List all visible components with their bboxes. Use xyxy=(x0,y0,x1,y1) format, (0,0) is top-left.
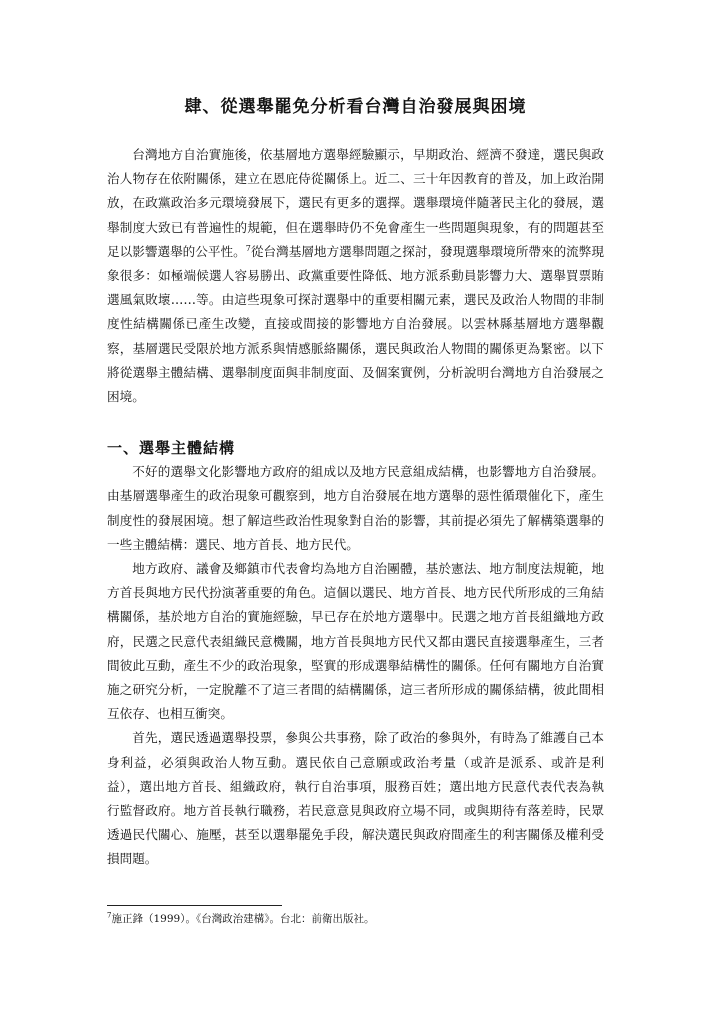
footnote-divider xyxy=(107,905,282,906)
footnote-mark: 7 xyxy=(107,911,112,920)
footnote xyxy=(107,912,604,926)
footnote-text: 施正鋒（1999）。《台灣政治建構》。台北：前衛出版社。 xyxy=(111,913,375,925)
page-title: 肆、從選舉罷免分析看台灣自治發展與困境 xyxy=(184,97,527,117)
footnote-reference[interactable]: 7 xyxy=(245,243,251,253)
body-paragraph-2: 地方政府、議會及鄉鎮市代表會均為地方自治團體，基於憲法、地方制度法規範，地方首長與地方民代扮演著重要的角色。這個以選民、地方首長、地方民代所形成的三角結構關係，基於地方自治的實施經驗，早已存在於地方選舉中。民選之地方首長組織地方政府，民選之民意代表組織民意機關，地方首長與地方民代又都由選民直接選舉產生，三者間彼此互動，產生不少的政治現象，堅實的形成選舉結構性的關係。任何有關地方自治實施之研究分析，一定脫離不了這三者間的結構關係，這三者所形成的關係結構，彼此間相互依存、也相互衝突。 xyxy=(107,561,604,722)
section-heading: 一、選舉主體結構 xyxy=(107,439,236,458)
document-page xyxy=(107,92,604,872)
intro-text-part-2: 從台灣基層地方選舉問題之探討，發現選舉環境所帶來的流弊現象很多：如極端候選人容易勝出、政黨重要性降低、地方派系動員影響力大、選舉買票賄選風氣敗壞……等。由這些現象可探討選舉中的重要相關元素，選民及政治人物間的非制度性結構關係已產生改變，直接或間接的影響地方自治發展。以雲林縣基層地方選舉觀察，基層選民受限於地方派系與情感脈絡關係，選民與政治人物間的關係更為緊密。以下將從選舉主體結構、選舉制度面與非制度面、及個案實例，分析說明台灣地方自治發展之困境。 xyxy=(107,243,605,405)
intro-paragraph xyxy=(107,143,604,409)
body-paragraph-3: 首先，選民透過選舉投票，參與公共事務，除了政治的參與外，有時為了維護自己本身利益，必須與政治人物互動。選民依自己意願或政治考量（或許是派系、或許是利益），選出地方首長、組織政府，執行自治事項，服務百姓；選出地方民意代表代表為執行監督政府。地方首長執行職務，若民意意見與政府立場不同，或與期待有落差時，民眾透過民代關心、施壓，甚至以選舉罷免手段，解決選民與政府間產生的利害關係及權利受損問題。 xyxy=(107,730,604,867)
intro-text-part-1: 台灣地方自治實施後，依基層地方選舉經驗顯示，早期政治、經濟不發達，選民與政治人物存在依附關係，建立在恩庇侍從關係上。近二、三十年因教育的普及，加上政治開放，在政黨政治多元環境發展下，選民有更多的選擇。選舉環境伴隨著民主化的發展，選舉制度大致已有普遍性的規範，但在選舉時仍不免會產生一些問題與現象，有的問題甚至足以影響選舉的公平性。 xyxy=(107,147,604,259)
body-paragraph-1: 不好的選舉文化影響地方政府的組成以及地方民意組成結構，也影響地方自治發展。由基層選舉產生的政治現象可觀察到，地方自治發展在地方選舉的惡性循環催化下，產生制度性的發展困境。想了解這些政治性現象對自治的影響，其前提必須先了解構築選舉的一些主體結構：選民、地方首長、地方民代。 xyxy=(107,464,604,552)
